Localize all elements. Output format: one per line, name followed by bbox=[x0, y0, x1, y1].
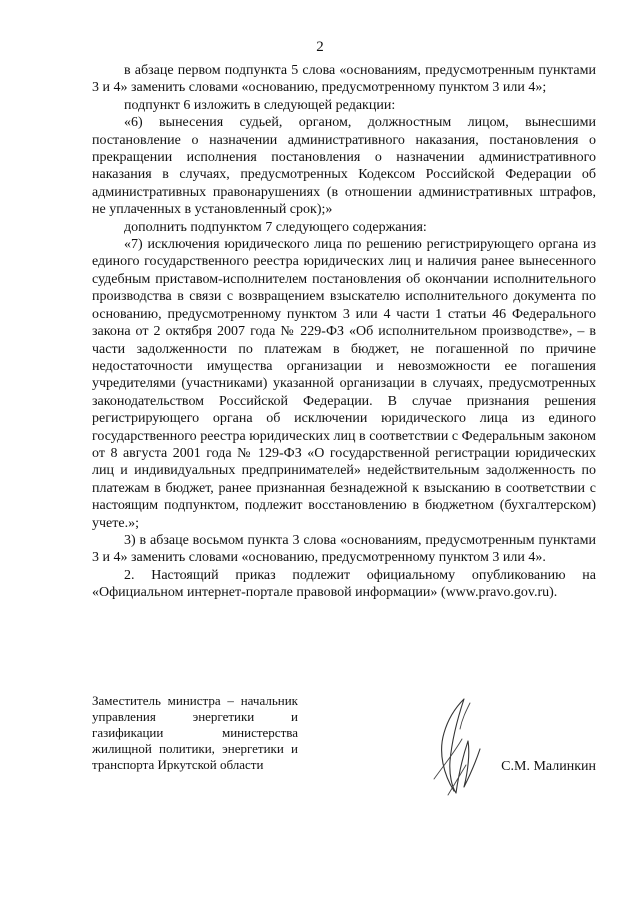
amendment-paragraph-2: подпункт 6 изложить в следующей редакции: bbox=[124, 97, 396, 113]
signature-block bbox=[92, 693, 596, 803]
amendment-paragraph-4: дополнить подпунктом 7 следующего содержания: bbox=[124, 219, 427, 235]
amendment-paragraph-1: в абзаце первом подпункта 5 слова «основаниям, предусмотренным пунктами 3 и 4» заменить словами «основанию, предусмотренному пунктом 3 или 4»; bbox=[92, 63, 596, 96]
signatory-title: Заместитель министра – начальник управления энергетики и газификации министерства жилищной политики, энергетики и транспорта Иркутской области bbox=[92, 693, 298, 772]
handwritten-signature bbox=[404, 695, 496, 797]
publication-paragraph: 2. Настоящий приказ подлежит официальному опубликованию на «Официальном интернет-портале правовой информации» (www.pravo.gov.ru). bbox=[92, 567, 596, 601]
page-number: 2 bbox=[316, 39, 324, 55]
amendment-paragraph-6: 3) в абзаце восьмом пункта 3 слова «основаниям, предусмотренным пунктами 3 и 4» заменить словами «основанию, предусмотренному пунктом 3 или 4». bbox=[92, 532, 596, 566]
amendment-paragraph-3: «6) вынесения судьей, органом, должностным лицом, вынесшими постановление о назначении административного наказания, постановления о прекращении исполнения постановления о назначении административного наказания в случаях, предусмотренных Кодексом Российской Федерации об административных правонарушениях (в отношении административных штрафов, не уплаченных в установленный срок);» bbox=[92, 115, 596, 218]
document-body bbox=[92, 62, 596, 602]
amendment-paragraph-5: «7) исключения юридического лица по решению регистрирующего органа из единого государственного реестра юридических лиц и наличия ранее вынесенного судебным приставом-исполнителем постановления об окончании исполнительного производства в связи с возвращением взыскателю исполнительного документа по основанию, предусмотренному пунктом 3 или 4 части 1 статьи 46 Федерального закона от 2 октября 2007 года № 229-ФЗ «Об исполнительном производстве», – в части задолженности по платежам в бюджет, не погашенной по причине недостаточности имущества организации и невозможности ее погашения учредителями (участниками) указанной организации в случаях, предусмотренных законодательством Российской Федерации. В случае признания решения регистрирующего органа об исключении юридического лица из единого государственного реестра юридических лиц в соответствии с Федеральным законом от 8 августа 2001 года № 129-ФЗ «О государственной регистрации юридических лиц и индивидуальных предпринимателей» недействительным задолженность по платежам в бюджет, ранее признанная безнадежной к взысканию в соответствии с настоящим подпунктом, подлежит восстановлению в бюджетном (бухгалтерском) учете.»; bbox=[92, 237, 596, 531]
signatory-name: С.М. Малинкин bbox=[501, 759, 596, 774]
